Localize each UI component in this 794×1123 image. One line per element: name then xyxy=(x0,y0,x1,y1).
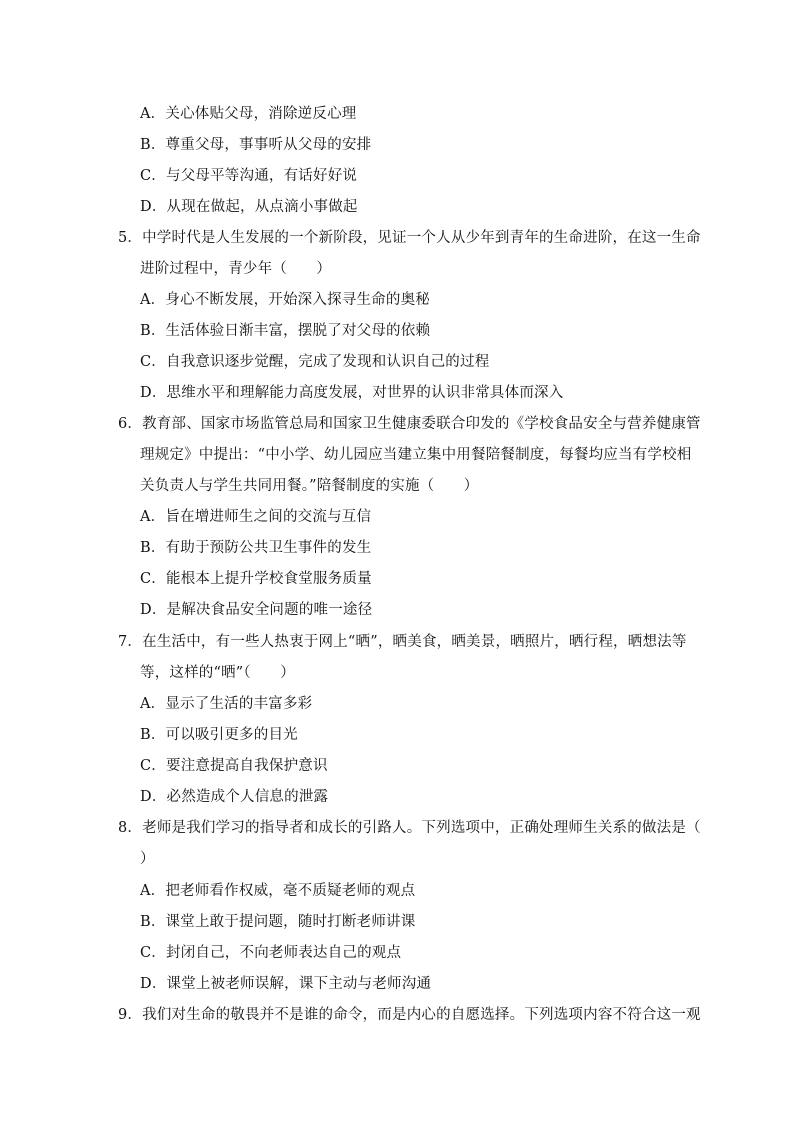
q5-stem-line-1: 5．中学时代是人生发展的一个新阶段，见证一个人从少年到青年的生命进阶，在这一生命 xyxy=(118,230,701,246)
q4-option-a: A．关心体贴父母，消除逆反心理 xyxy=(140,106,357,122)
q5-option-d: D．思维水平和理解能力高度发展，对世界的认识非常具体而深入 xyxy=(140,385,564,401)
q7-option-b: B．可以吸引更多的目光 xyxy=(140,727,298,743)
q5-stem-line-2: 进阶过程中，青少年（ ） xyxy=(140,261,332,277)
q7-option-c: C．要注意提高自我保护意识 xyxy=(140,758,328,774)
q6-stem-line-2: 理规定》中提出：“中小学、幼儿园应当建立集中用餐陪餐制度，每餐均应当有学校相 xyxy=(140,447,692,463)
q8-stem-line-2: ） xyxy=(140,851,155,867)
q6-option-a: A．旨在增进师生之间的交流与互信 xyxy=(140,509,372,525)
q7-stem-line-2: 等，这样的“晒”（ ） xyxy=(140,665,295,681)
q5-option-b: B．生活体验日渐丰富，摆脱了对父母的依赖 xyxy=(140,323,431,339)
q8-option-a: A．把老师看作权威，毫不质疑老师的观点 xyxy=(140,883,416,899)
q7-option-a: A．显示了生活的丰富多彩 xyxy=(140,696,313,712)
q6-stem-line-1: 6．教育部、国家市场监管总局和国家卫生健康委联合印发的《学校食品安全与营养健康管 xyxy=(118,416,701,432)
q6-option-c: C．能根本上提升学校食堂服务质量 xyxy=(140,571,372,587)
q6-option-b: B．有助于预防公共卫生事件的发生 xyxy=(140,540,372,556)
q4-option-c: C．与父母平等沟通，有话好好说 xyxy=(140,168,358,184)
q4-option-d: D．从现在做起，从点滴小事做起 xyxy=(140,199,358,215)
q5-option-c: C．自我意识逐步觉醒，完成了发现和认识自己的过程 xyxy=(140,354,490,370)
q8-option-b: B．课堂上敢于提问题，随时打断老师讲课 xyxy=(140,914,416,930)
q5-option-a: A．身心不断发展，开始深入探寻生命的奥秘 xyxy=(140,292,430,308)
q6-option-d: D．是解决食品安全问题的唯一途径 xyxy=(140,602,373,618)
q6-stem-line-3: 关负责人与学生共同用餐。”陪餐制度的实施（ ） xyxy=(140,478,479,494)
q8-option-d: D．课堂上被老师误解，课下主动与老师沟通 xyxy=(140,976,432,992)
q7-stem-line-1: 7．在生活中，有一些人热衷于网上“晒”，晒美食，晒美景，晒照片，晒行程，晒想法等 xyxy=(118,634,687,650)
q9-stem-line-1: 9．我们对生命的敬畏并不是谁的命令，而是内心的自愿选择。下列选项内容不符合这一观 xyxy=(118,1007,701,1023)
q8-option-c: C．封闭自己，不向老师表达自己的观点 xyxy=(140,945,402,961)
q8-stem-line-1: 8．老师是我们学习的指导者和成长的引路人。下列选项中，正确处理师生关系的做法是（ xyxy=(118,820,701,836)
q7-option-d: D．必然造成个人信息的泄露 xyxy=(140,789,329,805)
q4-option-b: B．尊重父母，事事听从父母的安排 xyxy=(140,137,372,153)
